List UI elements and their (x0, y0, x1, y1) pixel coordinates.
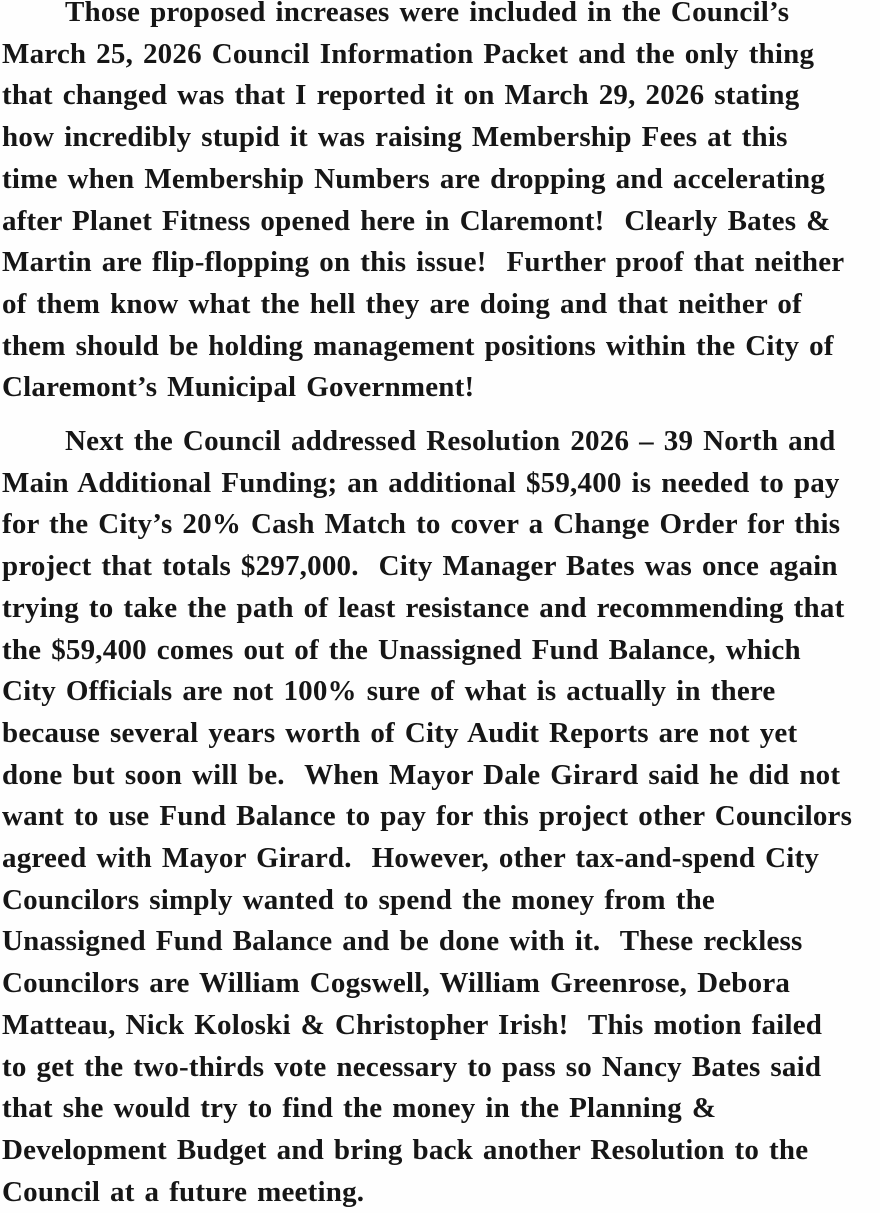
text-line: for the City’s 20% Cash Match to cover a Change Order for this (2, 508, 841, 541)
text-line: agreed with Mayor Girard. However, other tax-and-spend City (2, 842, 820, 875)
text-line: time when Membership Numbers are dropping and accelerating (2, 162, 826, 195)
text-line: that changed was that I reported it on March 29, 2026 stating (2, 79, 800, 112)
text-line: March 25, 2026 Council Information Packet and the only thing (2, 37, 815, 70)
text-line: Development Budget and bring back another Resolution to the (2, 1133, 809, 1166)
text-line: City Officials are not 100% sure of what is actually in there (2, 675, 776, 708)
text-line: Matteau, Nick Koloski & Christopher Irish! This motion failed (2, 1008, 823, 1041)
paragraph-membership-fees (2, 0, 880, 409)
paragraph-resolution-funding (2, 421, 880, 1213)
text-line: Councilors are William Cogswell, William Greenrose, Debora (2, 967, 791, 1000)
text-line: Main Additional Funding; an additional $59,400 is needed to pay (2, 466, 840, 499)
text-line: project that totals $297,000. City Manager Bates was once again (2, 550, 838, 583)
text-line: Unassigned Fund Balance and be done with it. These reckless (2, 925, 803, 958)
text-line: that she would try to find the money in the Planning & (2, 1092, 717, 1125)
text-line: Those proposed increases were included in the Council’s (65, 0, 790, 28)
text-line: want to use Fund Balance to pay for this project other Councilors (2, 800, 853, 833)
text-line: Council at a future meeting. (2, 1175, 365, 1208)
text-line: Next the Council addressed Resolution 2026 – 39 North and (65, 425, 836, 458)
text-line: after Planet Fitness opened here in Claremont! Clearly Bates & (2, 204, 831, 237)
text-line: done but soon will be. When Mayor Dale Girard said he did not (2, 758, 841, 791)
text-line: trying to take the path of least resistance and recommending that (2, 591, 845, 624)
text-line: because several years worth of City Audit Reports are not yet (2, 716, 798, 749)
text-line: Claremont’s Municipal Government! (2, 371, 475, 404)
text-line: how incredibly stupid it was raising Membership Fees at this (2, 121, 788, 154)
text-line: to get the two-thirds vote necessary to pass so Nancy Bates said (2, 1050, 822, 1083)
text-line: of them know what the hell they are doing and that neither of (2, 287, 802, 320)
text-line: them should be holding management positions within the City of (2, 329, 834, 362)
text-line: the $59,400 comes out of the Unassigned Fund Balance, which (2, 633, 801, 666)
text-line: Martin are flip-flopping on this issue! Further proof that neither (2, 246, 845, 279)
text-line: Councilors simply wanted to spend the money from the (2, 883, 715, 916)
